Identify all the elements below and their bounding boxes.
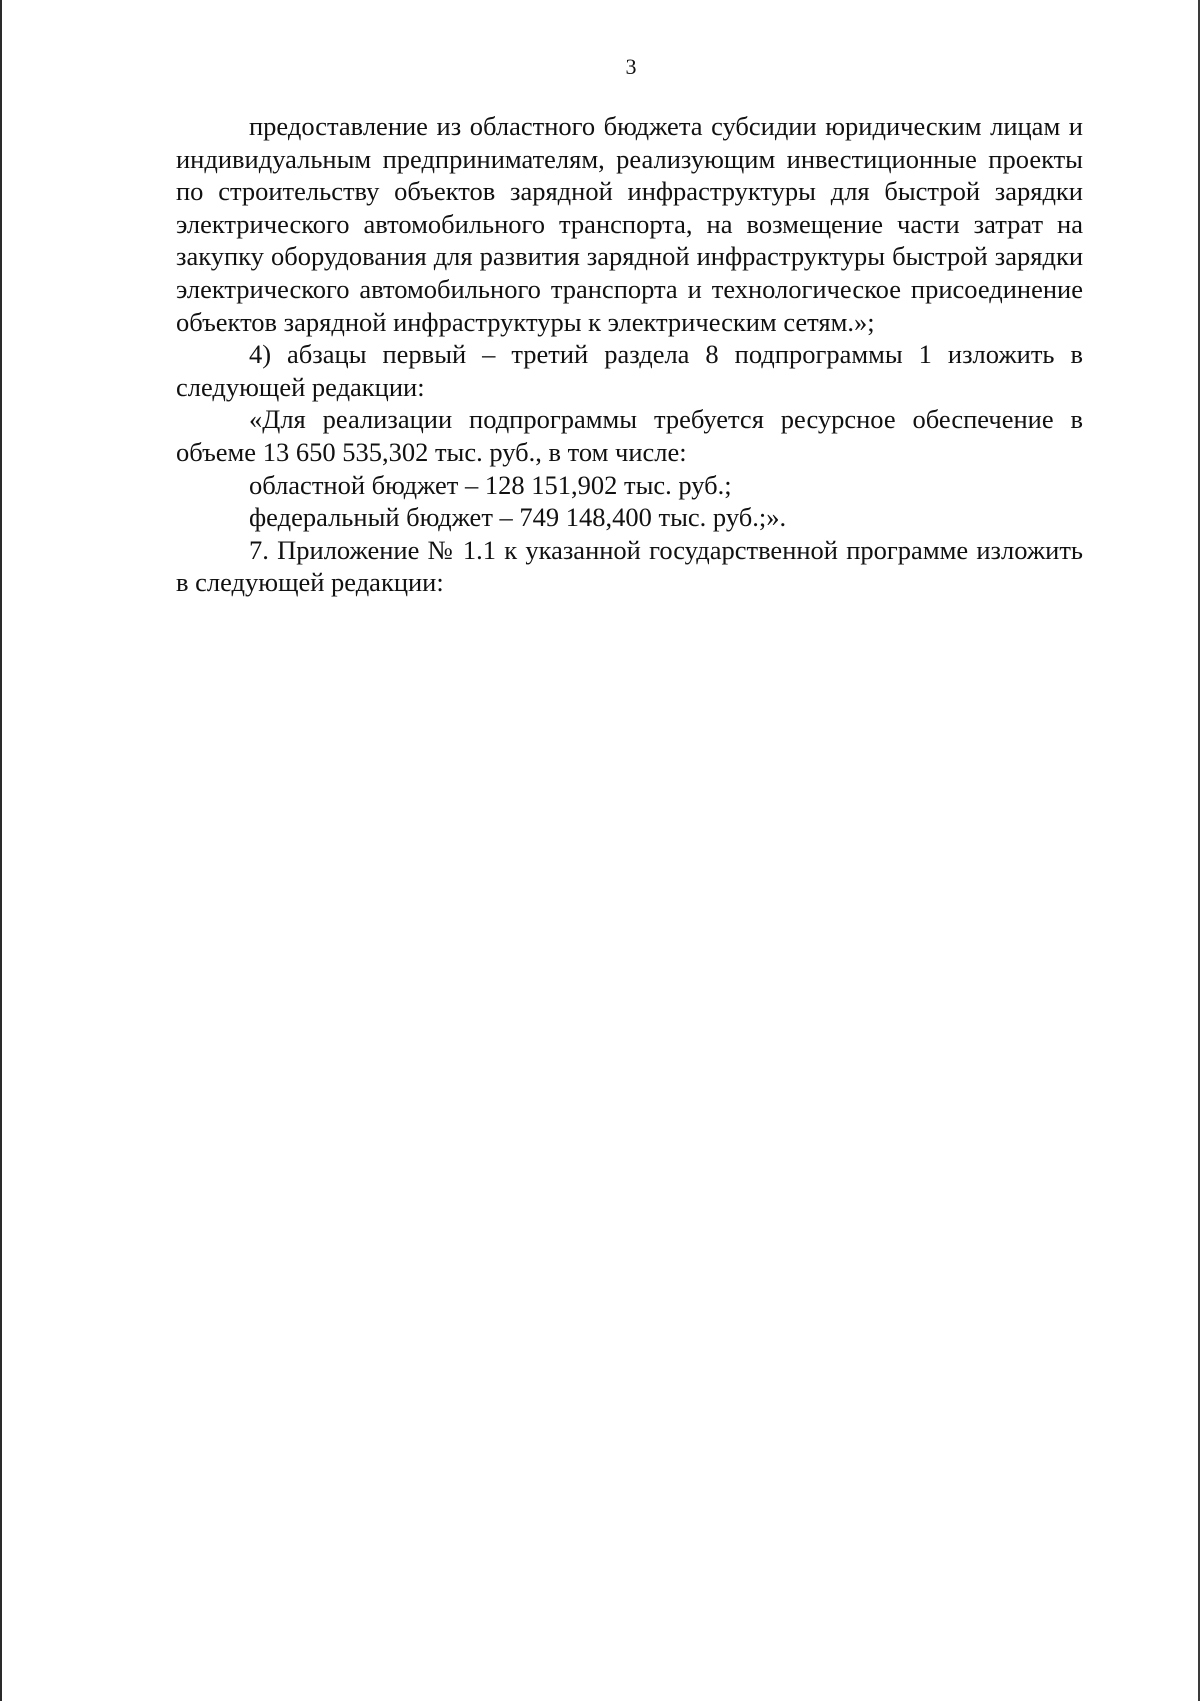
document-body xyxy=(176,110,1083,599)
page-number: 3 xyxy=(625,54,637,79)
paragraph-resource-provision: «Для реализации подпрограммы требуется ресурсное обеспечение в объеме 13 650 535,302 тыс. руб., в том числе: xyxy=(176,404,1083,467)
scan-edge-left xyxy=(0,0,2,1701)
paragraph-federal-budget: федеральный бюджет – 749 148,400 тыс. руб.;». xyxy=(249,502,787,533)
paragraph-item-4: 4) абзацы первый – третий раздела 8 подпрограммы 1 изложить в следующей редакции: xyxy=(176,339,1083,402)
paragraph-subsidy-continuation: предоставление из областного бюджета субсидии юридическим лицам и индивидуальным предпринимателям, реализующим инвестиционные проекты по строительству объектов зарядной инфраструктуры для быстрой зарядки электрического автомобильного транспорта, на возмещение части затрат на закупку оборудования для развития зарядной инфраструктуры быстрой зарядки электрического автомобильного транспорта и технологическое присоединение объектов зарядной инфраструктуры к электрическим сетям.»; xyxy=(176,111,1083,337)
paragraph-item-7: 7. Приложение № 1.1 к указанной государственной программе изложить в следующей редакции: xyxy=(176,534,1083,598)
paragraph-regional-budget: областной бюджет – 128 151,902 тыс. руб.; xyxy=(249,469,732,500)
